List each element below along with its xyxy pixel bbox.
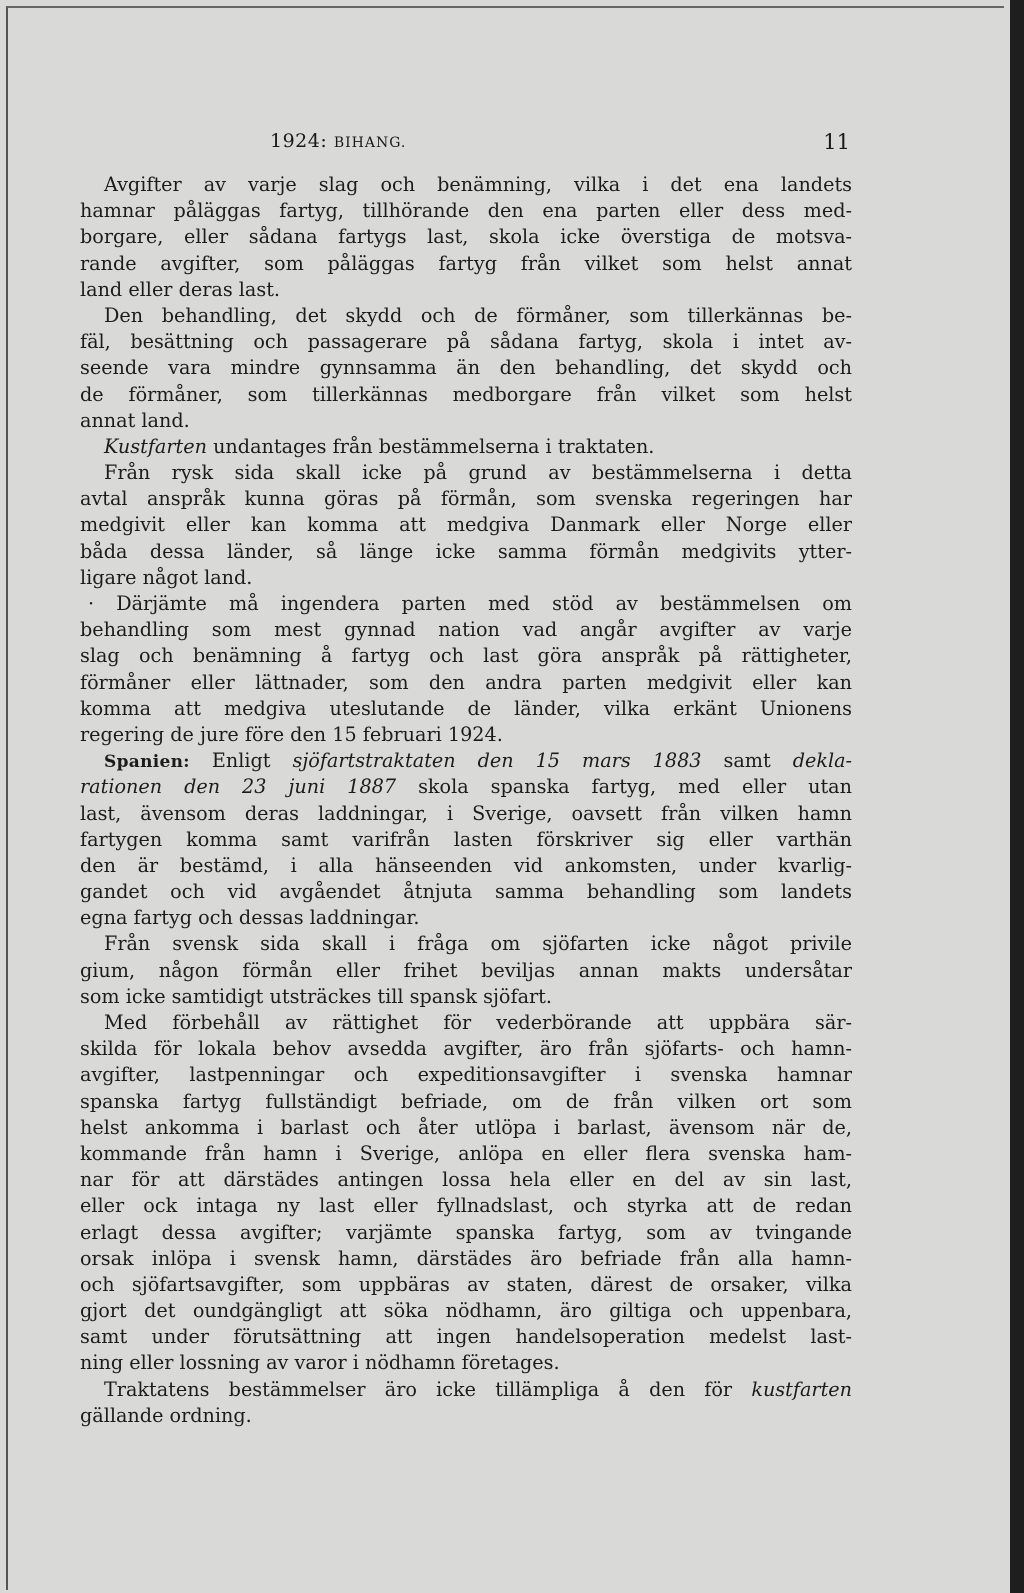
line-text: båda dessa länder, så länge icke samma förmån medgivits ytter- [80,539,852,563]
text-line [80,329,852,355]
line-text: undantages från bestämmelserna i traktaten. [206,434,655,458]
text-line [80,460,852,486]
text-line [80,801,852,827]
text-line [80,827,852,853]
text-line [80,722,852,748]
italic-text: kustfarten [751,1377,852,1401]
line-text: Med förbehåll av rättighet för vederbörande att uppbära sär- [104,1011,852,1034]
text-line [80,434,852,460]
line-text: Från rysk sida skall icke på grund av bestämmelserna i detta [104,461,852,485]
text-line [80,1115,852,1141]
text-line [80,565,852,591]
line-text: avgifter, lastpenningar och expeditionsavgifter i svenska hamnar [80,1063,852,1087]
line-text: och sjöfartsavgifter, som uppbäras av staten, därest de orsaker, vilka [80,1272,852,1296]
text-line [80,1220,852,1246]
line-text: Från svensk sida skall i fråga om sjöfarten icke något privile [104,932,852,956]
line-text: helst ankomma i barlast och åter utlöpa i barlast, ävensom när de, [80,1115,852,1139]
line-text: förmåner eller lättnader, som den andra parten medgivit eller kan [80,670,852,694]
text-line [80,251,852,277]
text-line [80,643,852,669]
scan-edge [1010,0,1024,1593]
line-text: orsak inlöpa i svensk hamn, därstädes äro befriade från alla hamn- [80,1246,852,1270]
text-line [80,1010,852,1036]
text-line [80,172,852,198]
line-text: fartygen komma samt varifrån lasten förskriver sig eller varthän [80,827,852,851]
text-line [80,486,852,512]
text-line [80,1324,852,1350]
text-line [80,539,852,565]
line-text: last, ävensom deras laddningar, i Sverige, oavsett från vilken hamn [80,801,852,825]
line-text: skola spanska fartyg, med eller utan [396,775,852,799]
running-head-word: BIHANG. [333,135,407,151]
text-line [80,1062,852,1088]
text-line [80,355,852,381]
line-text: Avgifter av varje slag och benämning, vilka i det ena landets [104,173,852,196]
line-text: hamnar påläggas fartyg, tillhörande den ena parten eller dess med- [80,199,852,223]
line-text: rande avgifter, som påläggas fartyg från vilket som helst annat [80,251,852,275]
line-text: gjort det oundgängligt att söka nödhamn, äro giltiga och uppenbara, [80,1299,852,1323]
text-line [80,591,852,617]
text-line [80,224,852,250]
text-line [80,853,852,879]
text-line [80,696,852,722]
line-text: borgare, eller sådana fartygs last, skola icke överstiga de motsva- [80,225,852,249]
text-line [80,1403,852,1429]
line-text: Enligt [189,749,293,773]
line-text: samt under förutsättning att ingen handelsoperation medelst last- [80,1325,852,1349]
line-text: avtal anspråk kunna göras på förmån, som svenska regeringen har [80,487,852,511]
line-text: seende vara mindre gynnsamma än den behandling, det skydd och [80,356,852,380]
line-text: samt [701,749,793,773]
text-line [80,1193,852,1219]
text-line [80,1377,852,1403]
text-line [80,1272,852,1298]
line-text: den är bestämd, i alla hänseenden vid ankomsten, under kvarlig- [80,853,852,877]
bold-label: Spanien: [104,752,190,773]
text-line [80,198,852,224]
text-line [80,1298,852,1324]
page-header [80,130,850,160]
text-line [80,774,852,800]
line-text: kommande från hamn i Sverige, anlöpa en eller flera svenska ham- [80,1141,852,1165]
italic-text: Kustfarten [104,434,207,458]
italic-text: dekla- [792,749,852,773]
running-head [270,130,406,152]
line-text: land eller deras last. [80,277,280,301]
text-line [80,1089,852,1115]
line-text: fäl, besättning och passagerare på sådana fartyg, skola i intet av- [80,330,852,354]
line-text: behandling som mest gynnad nation vad angår avgifter av varje [80,618,852,642]
text-line [80,382,852,408]
italic-text: rationen den 23 juni 1887 [80,775,397,799]
text-line [80,1350,852,1376]
text-line [80,277,852,303]
line-text: ligare något land. [80,565,253,589]
line-text: skilda för lokala behov avsedda avgifter, äro från sjöfarts- och hamn- [80,1037,852,1061]
page-number: 11 [823,130,850,154]
text-line [80,1167,852,1193]
text-line [80,1036,852,1062]
line-text: gium, någon förmån eller frihet beviljas annan makts undersåtar [80,958,852,982]
text-line [80,1246,852,1272]
text-line [80,748,852,774]
text-line [80,984,852,1010]
line-text: gandet och vid avgåendet åtnjuta samma behandling som landets [80,880,852,904]
line-text: som icke samtidigt utsträckes till spansk sjöfart. [80,984,552,1008]
text-line [80,303,852,329]
line-text: · Därjämte må ingendera parten med stöd av bestämmelsen om [88,592,852,615]
line-text: egna fartyg och dessas laddningar. [80,906,420,930]
line-text: slag och benämning å fartyg och last göra anspråk på rättigheter, [80,644,852,668]
line-text: ning eller lossning av varor i nödhamn företages. [80,1351,560,1375]
line-text: eller ock intaga ny last eller fyllnadslast, och styrka att de redan [80,1194,852,1218]
line-text: nar för att därstädes antingen lossa hela eller en del av sin last, [80,1168,852,1192]
line-text: annat land. [80,408,190,432]
text-line [80,617,852,643]
text-line [80,670,852,696]
body-text [80,172,852,1429]
line-text: komma att medgiva uteslutande de länder, vilka erkänt Unionens [80,696,852,720]
text-line [80,512,852,538]
italic-text: sjöfartstraktaten den 15 mars 1883 [292,749,702,773]
line-text: medgivit eller kan komma att medgiva Danmark eller Norge eller [80,513,852,537]
line-text: Traktatens bestämmelser äro icke tillämpliga å den för [104,1377,752,1401]
line-text: Den behandling, det skydd och de förmåner, som tillerkännas be- [104,303,852,327]
line-text: de förmåner, som tillerkännas medborgare från vilket som helst [80,382,852,406]
line-text: spanska fartyg fullständigt befriade, om de från vilken ort som [80,1089,852,1113]
text-line [80,931,852,957]
text-line [80,1141,852,1167]
text-line [80,408,852,434]
running-head-year: 1924: [270,130,328,152]
line-text: regering de jure före den 15 februari 1924. [80,722,503,746]
text-line [80,879,852,905]
line-text: erlagt dessa avgifter; varjämte spanska fartyg, som av tvingande [80,1220,852,1244]
text-line [80,958,852,984]
text-line [80,905,852,931]
line-text: gällande ordning. [80,1403,252,1427]
